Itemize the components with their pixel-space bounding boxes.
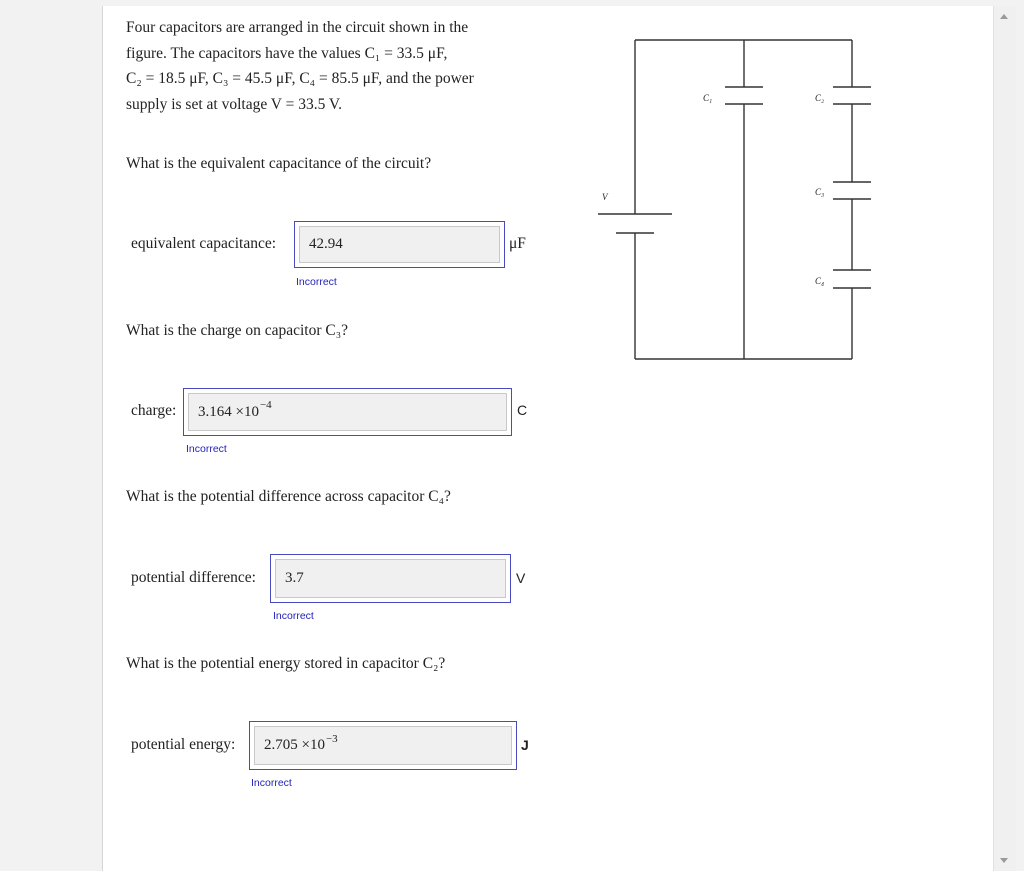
problem-line-2: figure. The capacitors have the values C₁ = 33.5 μF, xyxy=(126,44,448,62)
question-potential-energy: What is the potential energy stored in capacitor C₂? xyxy=(126,655,446,672)
potential-difference-feedback: Incorrect xyxy=(273,610,314,622)
potential-difference-unit: V xyxy=(516,570,526,586)
potential-difference-answer-box xyxy=(270,554,511,603)
label-c4: C₄ xyxy=(815,276,825,286)
equivalent-capacitance-feedback: Incorrect xyxy=(296,276,337,288)
potential-energy-value: 2.705 ×10 xyxy=(264,737,325,753)
potential-energy-exponent: −3 xyxy=(325,732,338,745)
potential-difference-label: potential difference: xyxy=(131,569,256,586)
charge-feedback: Incorrect xyxy=(186,443,227,455)
equivalent-capacitance-answer-box xyxy=(294,221,505,268)
potential-difference-value: 3.7 xyxy=(285,570,304,586)
circuit-figure xyxy=(590,30,890,370)
question-charge: What is the charge on capacitor C₃? xyxy=(126,322,349,339)
question-potential-difference: What is the potential difference across capacitor C₄? xyxy=(126,488,451,505)
potential-energy-feedback: Incorrect xyxy=(251,777,292,789)
potential-energy-label: potential energy: xyxy=(131,736,236,753)
charge-exponent: −4 xyxy=(259,399,272,411)
scroll-down-arrow-icon[interactable] xyxy=(1000,858,1008,863)
charge-label: charge: xyxy=(131,402,177,419)
vertical-scrollbar[interactable] xyxy=(993,6,1016,871)
label-c1: C₁ xyxy=(703,93,713,103)
label-c3: C₃ xyxy=(815,187,825,197)
potential-energy-answer-box xyxy=(249,721,517,770)
charge-value: 3.164 ×10 xyxy=(198,403,259,420)
problem-line-3: C₂ = 18.5 μF, C₃ = 45.5 μF, C₄ = 85.5 μF, and the power xyxy=(126,70,474,87)
charge-answer-box xyxy=(183,388,512,436)
problem-statement xyxy=(126,15,546,117)
equivalent-capacitance-input[interactable] xyxy=(299,226,500,263)
problem-line-1: Four capacitors are arranged in the circuit shown in the xyxy=(126,19,469,36)
equivalent-capacitance-unit: μF xyxy=(509,235,526,252)
potential-energy-unit: J xyxy=(521,737,529,753)
charge-unit: C xyxy=(517,402,528,418)
problem-line-4: supply is set at voltage V = 33.5 V. xyxy=(126,95,342,113)
equivalent-capacitance-label: equivalent capacitance: xyxy=(131,235,277,252)
equivalent-capacitance-value: 42.94 xyxy=(309,236,343,252)
potential-difference-input[interactable] xyxy=(275,559,506,598)
potential-energy-input[interactable] xyxy=(254,726,512,765)
scroll-up-arrow-icon[interactable] xyxy=(1000,14,1008,19)
charge-input[interactable] xyxy=(188,393,507,431)
question-equivalent-capacitance: What is the equivalent capacitance of the circuit? xyxy=(126,155,432,172)
label-c2: C₂ xyxy=(815,93,825,103)
label-v: V xyxy=(602,192,608,202)
